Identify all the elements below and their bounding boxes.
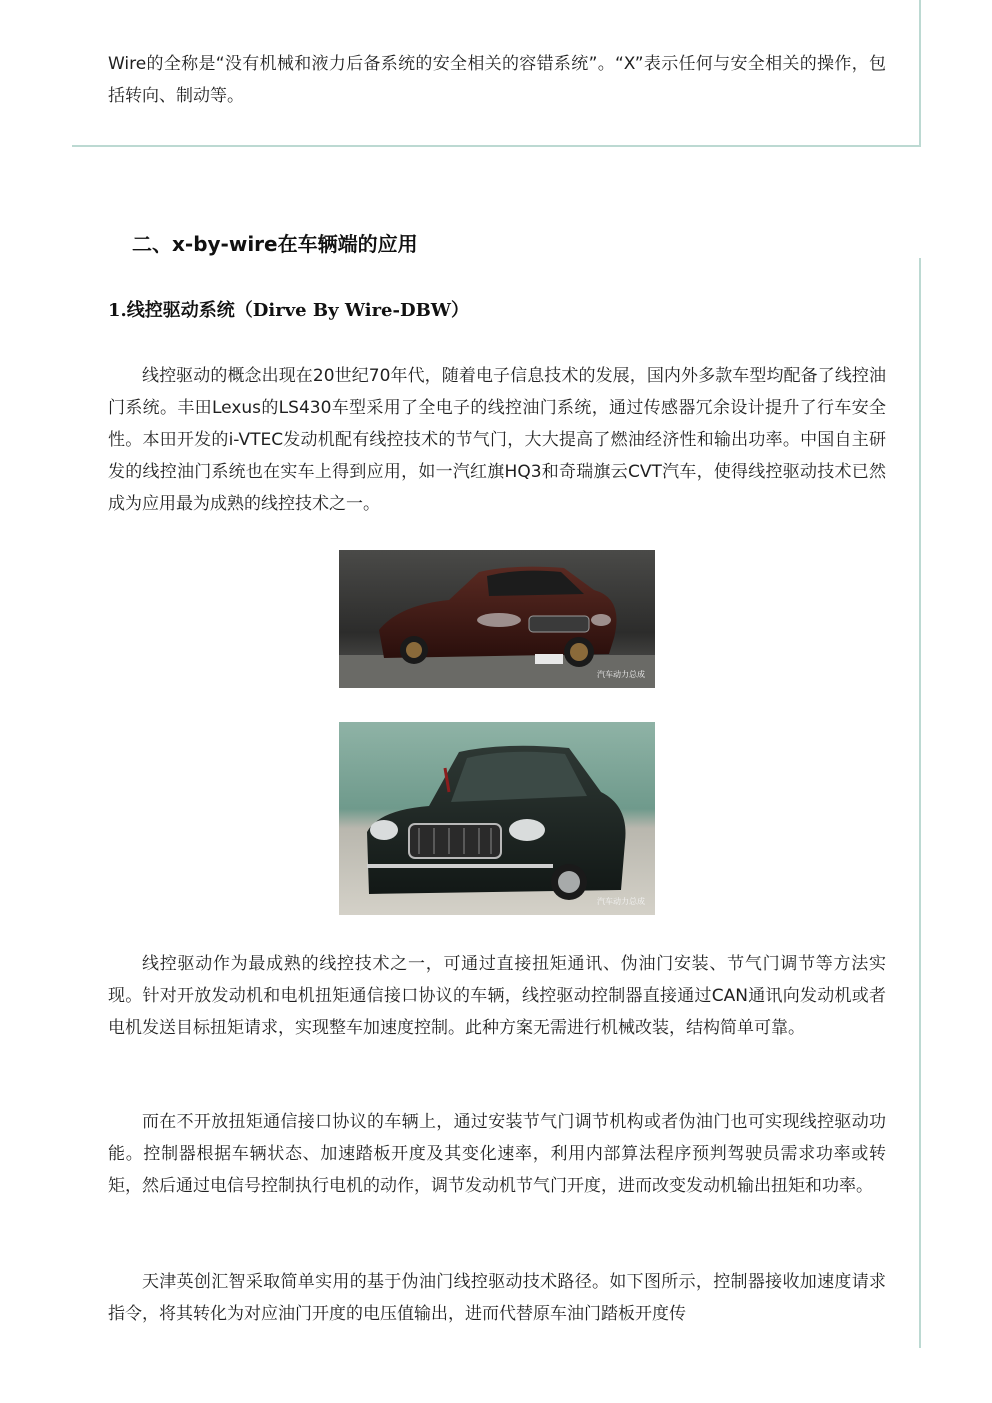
- photo2-watermark: 汽车动力总成: [597, 897, 645, 906]
- top-frame-bottom-line: [72, 145, 921, 147]
- top-frame-right-line: [919, 0, 921, 146]
- brown-sedan-illustration: [339, 550, 655, 688]
- car-photo-hq3: [339, 722, 655, 915]
- paragraph-dbw-pseudo-throttle: 而在不开放扭矩通信接口协议的车辆上，通过安装节气门调节机构或者伪油门也可实现线控驱动功能。控制器根据车辆状态、加速踏板开度及其变化速率，利用内部算法程序预判驾驶员需求功率或转矩，然后通过电信号控制执行电机的动作，调节发动机节气门开度，进而改变发动机输出扭矩和功率。: [108, 1112, 886, 1196]
- car-photo-lexus: [339, 550, 655, 688]
- dark-sedan-illustration: [339, 722, 655, 915]
- intro-paragraph: Wire的全称是“没有机械和液力后备系统的安全相关的容错系统”。“X”表示任何与安全相关的操作，包括转向、制动等。: [108, 54, 886, 106]
- section-title: 二、x-by-wire在车辆端的应用: [132, 232, 418, 256]
- paragraph-dbw-history: 线控驱动的概念出现在20世纪70年代，随着电子信息技术的发展，国内外多款车型均配备了线控油门系统。丰田Lexus的LS430车型采用了全电子的线控油门系统，通过传感器冗余设计提升了行车安全性。本田开发的i-VTEC发动机配有线控技术的节气门，大大提高了燃油经济性和输出功率。中国自主研发的线控油门系统也在实车上得到应用，如一汽红旗HQ3和奇瑞旗云CVT汽车，使得线控驱动技术已然成为应用最为成熟的线控技术之一。: [108, 366, 886, 514]
- paragraph-tianjin-approach: 天津英创汇智采取简单实用的基于伪油门线控驱动技术路径。如下图所示，控制器接收加速度请求指令，将其转化为对应油门开度的电压值输出，进而代替原车油门踏板开度传: [108, 1272, 886, 1324]
- photo1-watermark: 汽车动力总成: [597, 670, 645, 679]
- paragraph-dbw-methods: 线控驱动作为最成熟的线控技术之一，可通过直接扭矩通讯、伪油门安装、节气门调节等方法实现。针对开放发动机和电机扭矩通信接口协议的车辆，线控驱动控制器直接通过CAN通讯向发动机或者电机发送目标扭矩请求，实现整车加速度控制。此种方案无需进行机械改装，结构简单可靠。: [108, 954, 886, 1038]
- subsection-title: 1.线控驱动系统（Dirve By Wire-DBW）: [108, 300, 470, 321]
- body-frame-right-line: [919, 258, 921, 1348]
